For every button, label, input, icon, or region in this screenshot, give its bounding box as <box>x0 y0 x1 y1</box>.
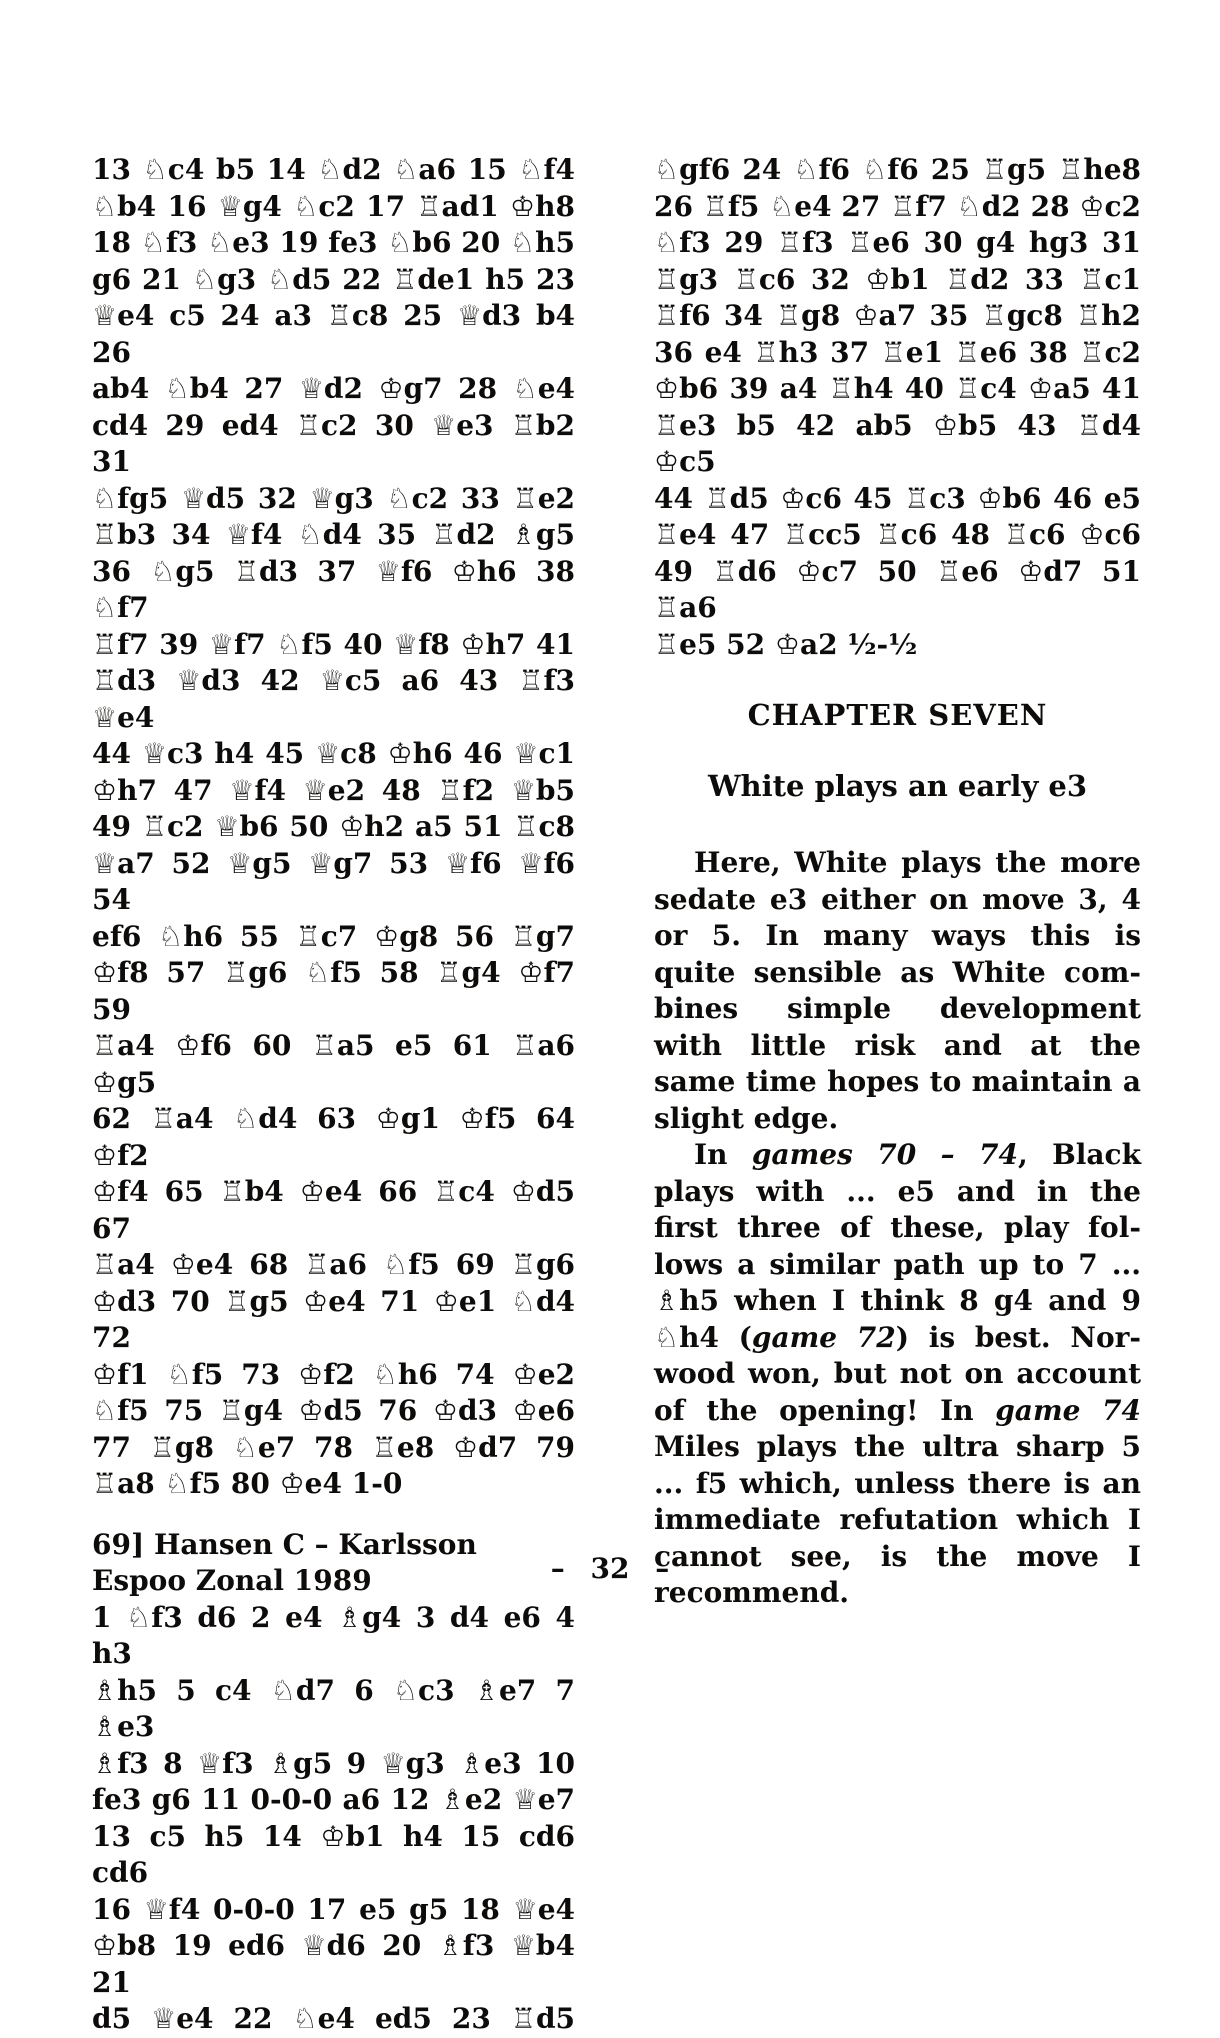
text-segment: 44 ♕c3 h4 45 ♕c8 ♔h6 46 ♕c1 <box>92 737 575 770</box>
text-segment: 1 ♘f3 d6 2 e4 ♗g4 3 d4 e6 4 h3 <box>92 1600 575 1670</box>
game-69-moves-continued <box>654 152 1141 663</box>
move-line <box>92 517 575 554</box>
prose-line <box>654 991 1141 1028</box>
text-segment: ♖a4 ♔f6 60 ♖a5 e5 61 ♖a6 ♔g5 <box>92 1029 575 1099</box>
text-segment: bines simple development <box>654 992 1141 1025</box>
text-segment: 44 ♖d5 ♔c6 45 ♖c3 ♔b6 46 e5 <box>654 481 1141 515</box>
move-line <box>92 408 575 481</box>
text-segment: 26 ♖f5 ♘e4 27 ♖f7 ♘d2 28 ♔c2 <box>654 189 1141 223</box>
move-line <box>92 554 575 627</box>
prose-line <box>654 1064 1141 1101</box>
move-line <box>92 225 575 262</box>
prose-line <box>654 1283 1141 1320</box>
text-segment: sedate e3 either on move 3, 4 <box>654 882 1141 916</box>
text-segment: immediate refutation which I <box>654 1503 1141 1536</box>
text-segment: 49 ♖c2 ♕b6 50 ♔h2 a5 51 ♖c8 <box>92 810 575 843</box>
text-segment: ♗f3 8 ♕f3 ♗g5 9 ♕g3 ♗e3 10 <box>92 1746 575 1780</box>
text-segment: ♔h7 47 ♕f4 ♕e2 48 ♖f2 ♕b5 <box>92 773 575 807</box>
text-segment: 13 ♘c4 b5 14 ♘d2 ♘a6 15 ♘f4 <box>92 153 575 186</box>
prose-line <box>654 1466 1141 1503</box>
prose-line <box>654 882 1141 919</box>
prose-line <box>654 845 1141 882</box>
text-segment: slight edge. <box>654 1101 839 1135</box>
text-segment: Here, White plays the more <box>694 846 1141 879</box>
text-segment: ♗h5 5 c4 ♘d7 6 ♘c3 ♗e7 7 ♗e3 <box>92 1673 575 1743</box>
text-segment: In <box>694 1138 752 1171</box>
move-line <box>92 846 575 919</box>
move-line <box>92 1892 575 1929</box>
prose-line <box>654 1174 1141 1211</box>
prose-line <box>654 1101 1141 1138</box>
text-segment: g6 21 ♘g3 ♘d5 22 ♖de1 h5 23 <box>92 262 575 296</box>
move-line <box>654 554 1141 627</box>
move-line <box>92 189 575 226</box>
move-line <box>92 1673 575 1746</box>
move-line <box>92 955 575 1028</box>
text-segment: 36 ♘g5 ♖d3 37 ♕f6 ♔h6 38 ♘f7 <box>92 554 575 624</box>
chapter-title: White plays an early e3 <box>707 768 1088 803</box>
text-segment: 49 ♖d6 ♔c7 50 ♖e6 ♔d7 51 ♖a6 <box>654 554 1141 624</box>
text-segment: ♘f5 75 ♖g4 ♔d5 76 ♔d3 ♔e6 <box>92 1394 575 1427</box>
text-segment: ♖a4 ♔e4 68 ♖a6 ♘f5 69 ♖g6 <box>92 1248 575 1281</box>
game-68-moves <box>92 152 575 1503</box>
text-segment: ♔f8 57 ♖g6 ♘f5 58 ♖g4 ♔f7 59 <box>92 956 575 1026</box>
text-segment: ♕e4 c5 24 a3 ♖c8 25 ♕d3 b4 26 <box>92 299 575 369</box>
text-segment: ♔b8 19 ed6 ♕d6 20 ♗f3 ♕b4 21 <box>92 1929 575 1999</box>
game-69-players: 69] Hansen C – Karlsson <box>92 1527 477 1561</box>
move-line <box>92 1466 575 1503</box>
prose-line <box>654 1028 1141 1065</box>
text-segment: 36 e4 ♖h3 37 ♖e1 ♖e6 38 ♖c2 <box>654 335 1141 369</box>
page-number: – 32 – <box>550 1552 670 1585</box>
move-line <box>654 481 1141 518</box>
text-segment: ♖g3 ♖c6 32 ♔b1 ♖d2 33 ♖c1 <box>654 262 1141 296</box>
chapter-intro-paragraph-2 <box>654 1137 1141 1612</box>
prose-line <box>654 1137 1141 1174</box>
text-segment: 18 ♘f3 ♘e3 19 fe3 ♘b6 20 ♘h5 <box>92 226 575 259</box>
move-line <box>654 517 1141 554</box>
game-69-moves <box>92 1600 575 2038</box>
text-segment: ♖a8 ♘f5 80 ♔e4 1-0 <box>92 1467 403 1500</box>
move-line <box>92 2001 575 2038</box>
move-line <box>654 335 1141 372</box>
move-line <box>92 1101 575 1174</box>
text-segment: same time hopes to maintain a <box>654 1065 1141 1098</box>
text-segment: fe3 g6 11 0-0-0 a6 12 ♗e2 ♕e7 <box>92 1783 575 1816</box>
move-line <box>92 627 575 664</box>
text-segment: 13 c5 h5 14 ♔b1 h4 15 cd6 cd6 <box>92 1819 575 1889</box>
text-segment: ♔d3 70 ♖g5 ♔e4 71 ♔e1 ♘d4 72 <box>92 1284 575 1354</box>
text-segment: ♘b4 16 ♕g4 ♘c2 17 ♖ad1 ♔h8 <box>92 189 575 223</box>
move-line <box>92 1430 575 1467</box>
text-segment: ef6 ♘h6 55 ♖c7 ♔g8 56 ♖g7 <box>92 919 575 953</box>
text-segment: ♘gf6 24 ♘f6 ♘f6 25 ♖g5 ♖he8 <box>654 153 1141 186</box>
move-line <box>92 736 575 773</box>
prose-line <box>654 918 1141 955</box>
move-line <box>92 298 575 371</box>
move-line <box>654 627 1141 664</box>
text-segment: cannot see, is the move I <box>654 1539 1141 1573</box>
text-segment: ♘f3 29 ♖f3 ♖e6 30 g4 hg3 31 <box>654 226 1141 259</box>
move-line <box>654 189 1141 226</box>
right-column <box>654 152 1141 1612</box>
text-segment: ♖d3 ♕d3 42 ♕c5 a6 43 ♖f3 ♕e4 <box>92 664 575 734</box>
prose-line <box>654 1210 1141 1247</box>
text-segment: , Black <box>1017 1138 1142 1171</box>
prose-line <box>654 955 1141 992</box>
text-segment: Miles plays the ultra sharp 5 <box>654 1430 1141 1463</box>
prose-line <box>654 1502 1141 1539</box>
text-segment: ab4 ♘b4 27 ♕d2 ♔g7 28 ♘e4 <box>92 372 575 405</box>
text-segment: first three of these, play fol- <box>654 1211 1141 1244</box>
prose-line <box>654 1247 1141 1284</box>
text-segment: ♖b3 34 ♕f4 ♘d4 35 ♖d2 ♗g5 <box>92 518 575 551</box>
text-segment: ♔f4 65 ♖b4 ♔e4 66 ♖c4 ♔d5 67 <box>92 1175 575 1245</box>
move-line <box>92 1028 575 1101</box>
move-line <box>92 1782 575 1819</box>
text-segment: 62 ♖a4 ♘d4 63 ♔g1 ♔f5 64 ♔f2 <box>92 1102 575 1172</box>
move-line <box>92 1393 575 1430</box>
move-line <box>92 663 575 736</box>
text-segment: ♖e4 47 ♖cc5 ♖c6 48 ♖c6 ♔c6 <box>654 518 1141 551</box>
text-segment: ♔b6 39 a4 ♖h4 40 ♖c4 ♔a5 41 <box>654 372 1141 405</box>
text-segment: d5 ♕e4 22 ♘e4 ed5 23 ♖d5 <box>92 2002 575 2035</box>
move-line <box>654 152 1141 189</box>
move-line <box>654 262 1141 299</box>
move-line <box>92 1928 575 2001</box>
prose-line <box>654 1429 1141 1466</box>
left-column <box>92 152 575 2038</box>
text-segment: ♖f6 34 ♖g8 ♔a7 35 ♖gc8 ♖h2 <box>654 299 1141 332</box>
move-line <box>654 408 1141 481</box>
move-line <box>92 1600 575 1673</box>
italic-segment: games 70 – 74 <box>751 1138 1018 1171</box>
move-line <box>92 919 575 956</box>
move-line <box>92 1357 575 1394</box>
text-segment: lows a similar path up to 7 ... <box>654 1247 1141 1281</box>
text-segment: quite sensible as White com- <box>654 955 1141 989</box>
text-segment: cd4 29 ed4 ♖c2 30 ♕e3 ♖b2 31 <box>92 408 575 478</box>
move-line <box>654 225 1141 262</box>
text-segment: 77 ♖g8 ♘e7 78 ♖e8 ♔d7 79 <box>92 1430 575 1464</box>
text-segment: 16 ♕f4 0-0-0 17 e5 g5 18 ♕e4 <box>92 1892 575 1926</box>
game-69-event: Espoo Zonal 1989 <box>92 1564 372 1597</box>
text-segment: plays with ... e5 and in the <box>654 1174 1141 1208</box>
italic-segment: game 72 <box>751 1320 896 1354</box>
move-line <box>654 371 1141 408</box>
move-line <box>92 481 575 518</box>
move-line <box>654 298 1141 335</box>
move-line <box>92 1284 575 1357</box>
text-segment: ) is best. Nor- <box>895 1320 1142 1354</box>
text-segment: ... f5 which, unless there is an <box>654 1466 1141 1500</box>
move-line <box>92 262 575 299</box>
move-line <box>92 773 575 810</box>
italic-segment: game 74 <box>995 1393 1142 1427</box>
prose-line <box>654 1393 1141 1430</box>
move-line <box>92 152 575 189</box>
text-segment: ♖f7 39 ♕f7 ♘f5 40 ♕f8 ♔h7 41 <box>92 627 575 661</box>
text-segment: with little risk and at the <box>654 1028 1141 1062</box>
text-segment: recommend. <box>654 1576 850 1609</box>
text-segment: ♖e3 b5 42 ab5 ♔b5 43 ♖d4 ♔c5 <box>654 408 1141 478</box>
move-line <box>92 1247 575 1284</box>
prose-line <box>654 1356 1141 1393</box>
text-segment: ♕a7 52 ♕g5 ♕g7 53 ♕f6 ♕f6 54 <box>92 846 575 916</box>
move-line <box>92 1174 575 1247</box>
text-segment: ♘h4 ( <box>654 1320 752 1354</box>
move-line <box>92 1746 575 1783</box>
text-segment: wood won, but not on account <box>654 1357 1141 1390</box>
move-line <box>92 371 575 408</box>
text-segment: ♔f1 ♘f5 73 ♔f2 ♘h6 74 ♔e2 <box>92 1357 575 1391</box>
chapter-intro-paragraph-1 <box>654 845 1141 1137</box>
text-segment: of the opening! In <box>654 1393 996 1427</box>
prose-line <box>654 1320 1141 1357</box>
text-segment: ♘fg5 ♕d5 32 ♕g3 ♘c2 33 ♖e2 <box>92 481 575 515</box>
chapter-heading: CHAPTER SEVEN <box>747 698 1048 732</box>
text-segment: ♖e5 52 ♔a2 ½-½ <box>654 627 918 661</box>
move-line <box>92 1819 575 1892</box>
move-line <box>92 809 575 846</box>
text-segment: ♗h5 when I think 8 g4 and 9 <box>654 1284 1141 1317</box>
text-segment: or 5. In many ways this is <box>654 919 1141 952</box>
